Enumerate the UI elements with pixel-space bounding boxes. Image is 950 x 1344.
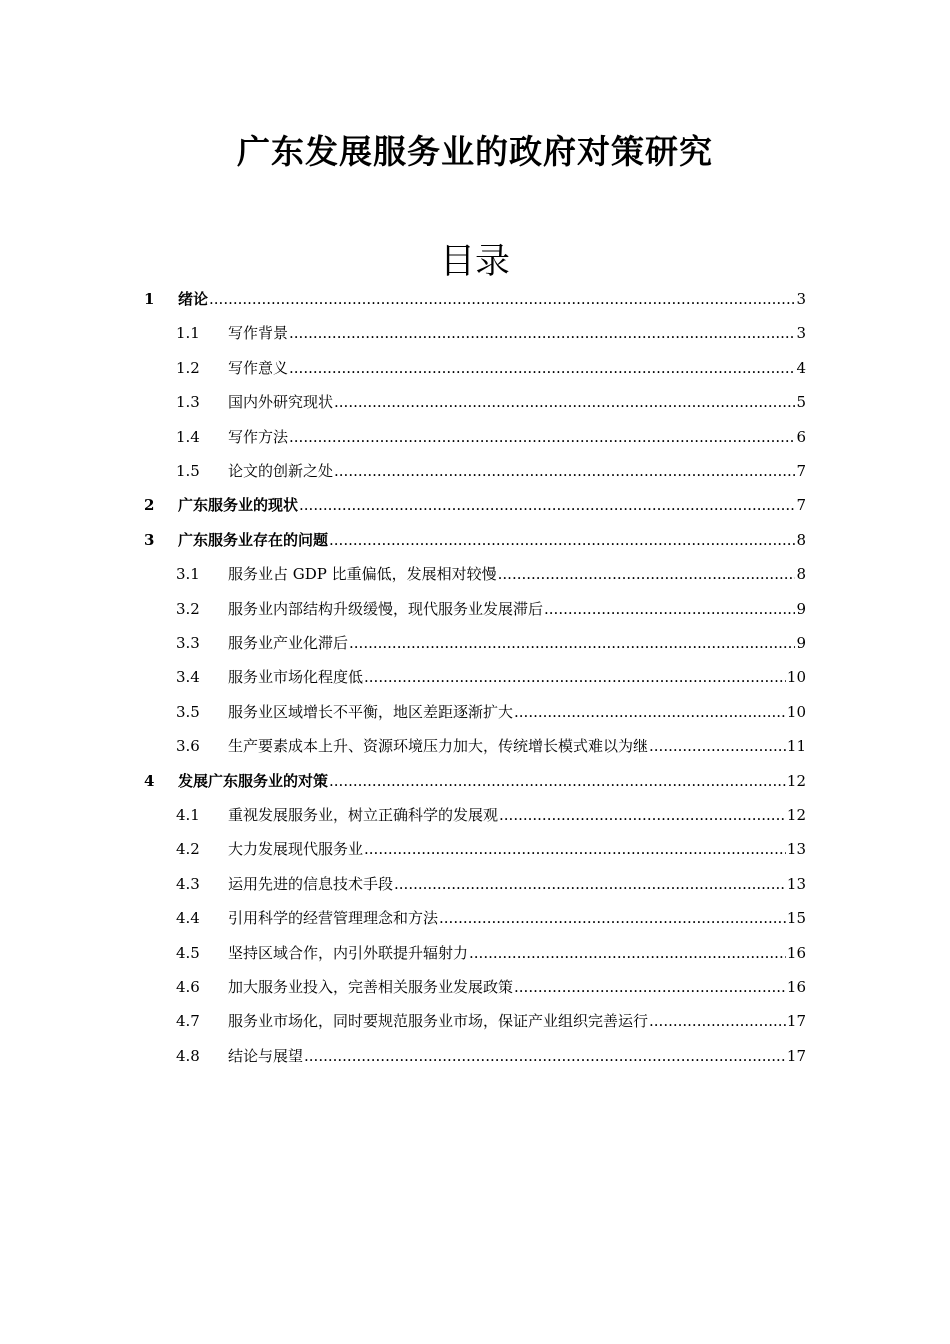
toc-section-entry[interactable] xyxy=(176,1039,806,1073)
toc-page-number: 12 xyxy=(786,806,806,824)
toc-entry-title: 广东服务业的现状 xyxy=(178,496,299,515)
toc-section-entry[interactable] xyxy=(176,970,806,1004)
toc-entry-title: 重视发展服务业，树立正确科学的发展观 xyxy=(228,806,499,824)
toc-entry-title: 发展广东服务业的对策 xyxy=(178,771,329,790)
toc-page-number: 11 xyxy=(786,737,806,756)
toc-page-number: 9 xyxy=(796,634,806,652)
toc-chapter-entry[interactable] xyxy=(144,488,806,522)
toc-dot-leader xyxy=(349,626,795,660)
toc-entry-number: 1.3 xyxy=(176,393,200,412)
toc-entry-number: 4.3 xyxy=(176,874,200,893)
toc-entry-number: 3.5 xyxy=(176,702,200,721)
toc-entry-number: 4.4 xyxy=(176,909,200,928)
toc-entry-title: 写作背景 xyxy=(228,324,289,343)
toc-entry-number: 1.1 xyxy=(176,324,200,343)
toc-dot-leader xyxy=(364,660,786,694)
toc-dot-leader xyxy=(329,523,795,557)
toc-entry-number: 3 xyxy=(144,530,155,549)
toc-page-number: 10 xyxy=(786,702,806,721)
toc-entry-title: 结论与展望 xyxy=(228,1046,304,1065)
toc-entry-number: 3.2 xyxy=(176,599,200,618)
toc-entry-number: 4.8 xyxy=(176,1046,200,1065)
toc-dot-leader xyxy=(469,936,786,970)
toc-entry-title: 加大服务业投入，完善相关服务业发展政策 xyxy=(228,978,514,996)
toc-dot-leader xyxy=(499,798,786,832)
toc-section-entry[interactable] xyxy=(176,901,806,935)
toc-chapter-entry[interactable] xyxy=(144,523,806,557)
toc-page-number: 9 xyxy=(796,599,806,618)
toc-dot-leader xyxy=(289,316,795,350)
toc-entry-title: 生产要素成本上升、资源环境压力加大，传统增长模式难以为继 xyxy=(228,737,649,756)
toc-dot-leader xyxy=(334,454,795,488)
toc-entry-number: 3.6 xyxy=(176,737,200,756)
toc-entry-title: 引用科学的经营管理理念和方法 xyxy=(228,909,439,928)
toc-entry-number: 1.2 xyxy=(176,358,200,377)
toc-page-number: 8 xyxy=(796,565,806,584)
toc-page-number: 6 xyxy=(796,427,806,446)
toc-dot-leader xyxy=(498,557,796,591)
toc-dot-leader xyxy=(364,832,786,866)
toc-page-number: 16 xyxy=(786,978,806,996)
toc-section-entry[interactable] xyxy=(176,454,806,488)
toc-dot-leader xyxy=(394,867,786,901)
toc-section-entry[interactable] xyxy=(176,557,806,591)
toc-entry-title: 服务业市场化，同时要规范服务业市场，保证产业组织完善运行 xyxy=(228,1012,649,1031)
toc-page-number: 7 xyxy=(796,496,806,515)
toc-dot-leader xyxy=(649,1004,786,1038)
toc-entry-number: 4.2 xyxy=(176,840,200,859)
toc-chapter-entry[interactable] xyxy=(144,282,806,316)
toc-section-entry[interactable] xyxy=(176,316,806,350)
toc-dot-leader xyxy=(299,488,795,522)
toc-entry-title: 写作意义 xyxy=(228,358,289,377)
toc-entry-title: 大力发展现代服务业 xyxy=(228,840,364,859)
toc-section-entry[interactable] xyxy=(176,592,806,626)
toc-entry-number: 3.3 xyxy=(176,634,200,652)
toc-dot-leader xyxy=(329,764,786,798)
toc-entry-number: 3.4 xyxy=(176,668,200,687)
toc-entry-title: 服务业区域增长不平衡，地区差距逐渐扩大 xyxy=(228,702,514,721)
toc-entry-number: 4.7 xyxy=(176,1012,200,1031)
toc-section-entry[interactable] xyxy=(176,351,806,385)
toc-entry-title: 写作方法 xyxy=(228,427,289,446)
toc-entry-title: 论文的创新之处 xyxy=(228,462,334,480)
toc-page-number: 13 xyxy=(786,840,806,859)
toc-page-number: 4 xyxy=(796,358,806,377)
toc-page-number: 13 xyxy=(786,874,806,893)
toc-section-entry[interactable] xyxy=(176,420,806,454)
toc-entry-number: 1 xyxy=(144,290,155,308)
toc-section-entry[interactable] xyxy=(176,936,806,970)
toc-dot-leader xyxy=(514,695,786,729)
toc-page-number: 10 xyxy=(786,668,806,687)
toc-entry-title: 运用先进的信息技术手段 xyxy=(228,874,394,893)
toc-section-entry[interactable] xyxy=(176,867,806,901)
toc-entry-number: 4 xyxy=(144,771,155,790)
toc-dot-leader xyxy=(334,385,795,419)
toc-entry-title: 服务业内部结构升级缓慢，现代服务业发展滞后 xyxy=(228,599,544,618)
toc-entry-number: 4.1 xyxy=(176,806,200,824)
toc-dot-leader xyxy=(439,901,786,935)
toc-page-number: 17 xyxy=(786,1012,806,1031)
toc-page-number: 7 xyxy=(796,462,806,480)
toc-dot-leader xyxy=(289,351,795,385)
toc-entry-number: 1.4 xyxy=(176,427,200,446)
toc-entry-title: 坚持区域合作，内引外联提升辐射力 xyxy=(228,943,469,962)
toc-page-number: 17 xyxy=(786,1046,806,1065)
toc-entry-title: 服务业产业化滞后 xyxy=(228,634,349,652)
toc-heading: 目录 xyxy=(439,242,510,282)
toc-dot-leader xyxy=(544,592,795,626)
toc-page-number: 3 xyxy=(796,290,806,308)
toc-page-number: 5 xyxy=(796,393,806,412)
toc-entry-number: 3.1 xyxy=(176,565,200,584)
toc-page-number: 16 xyxy=(786,943,806,962)
toc-section-entry[interactable] xyxy=(176,832,806,866)
toc-section-entry[interactable] xyxy=(176,798,806,832)
toc-dot-leader xyxy=(289,420,795,454)
toc-chapter-entry[interactable] xyxy=(144,764,806,798)
toc-entry-title: 服务业占 GDP 比重偏低，发展相对较慢 xyxy=(228,565,497,584)
toc-section-entry[interactable] xyxy=(176,1004,806,1038)
toc-page-number: 3 xyxy=(796,324,806,343)
toc-dot-leader xyxy=(304,1039,786,1073)
toc-entry-title: 绪论 xyxy=(178,290,209,308)
toc-section-entry[interactable] xyxy=(176,385,806,419)
toc-dot-leader xyxy=(514,970,786,1004)
toc-entry-number: 2 xyxy=(144,496,155,515)
toc-entry-title: 服务业市场化程度低 xyxy=(228,668,364,687)
toc-section-entry[interactable] xyxy=(176,695,806,729)
toc-page-number: 8 xyxy=(796,530,806,549)
toc-entry-number: 4.5 xyxy=(176,943,200,962)
toc-entry-number: 4.6 xyxy=(176,978,200,996)
toc-entry-title: 广东服务业存在的问题 xyxy=(178,530,329,549)
toc-entry-number: 1.5 xyxy=(176,462,200,480)
toc-section-entry[interactable] xyxy=(176,626,806,660)
toc-page-number: 12 xyxy=(786,771,806,790)
toc-section-entry[interactable] xyxy=(176,660,806,694)
document-title: 广东发展服务业的政府对策研究 xyxy=(237,132,713,171)
toc-dot-leader xyxy=(209,282,795,316)
toc-section-entry[interactable] xyxy=(176,729,806,763)
toc-dot-leader xyxy=(649,729,786,763)
toc-entry-title: 国内外研究现状 xyxy=(228,393,334,412)
toc-page-number: 15 xyxy=(786,909,806,928)
